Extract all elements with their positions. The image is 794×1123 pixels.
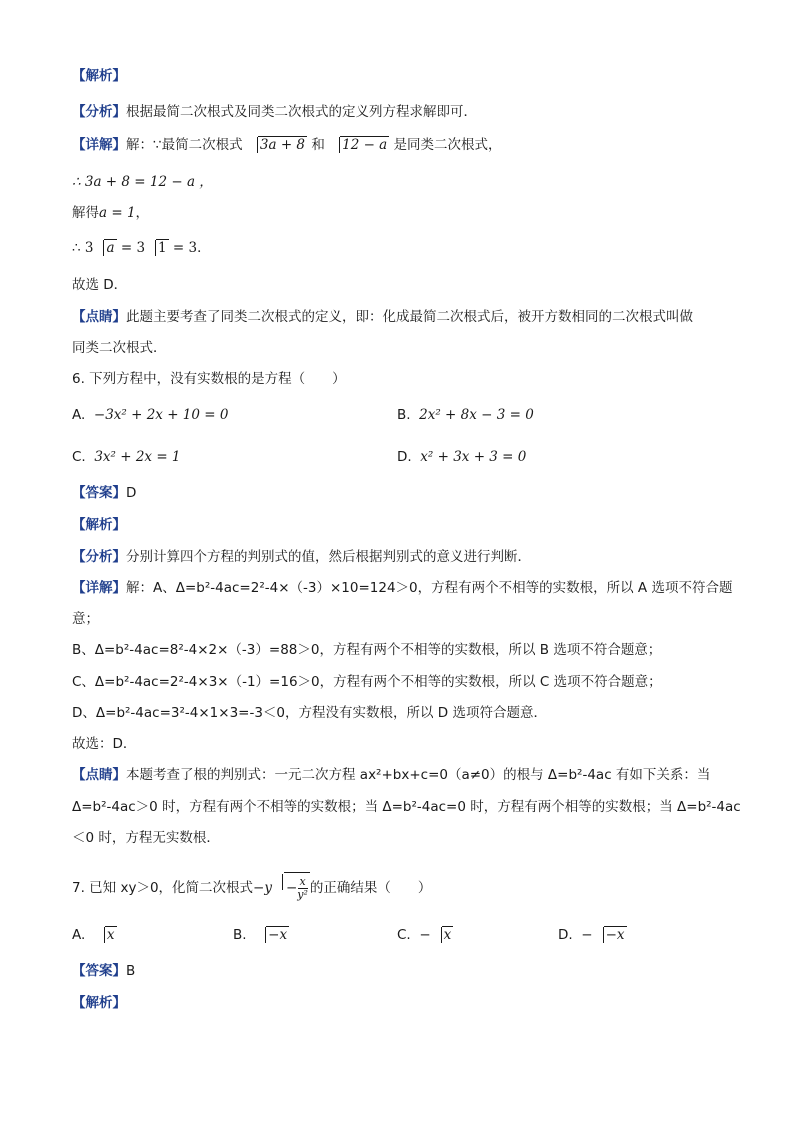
q6-xiangjie-line-2: 意；	[72, 611, 99, 627]
q7-option-a: A. x	[72, 927, 115, 943]
radical-3a-plus-8: 3a + 8	[249, 135, 307, 155]
q6-option-b: B. 2x² + 8x − 3 = 0	[397, 407, 534, 423]
step-result: ∴ 3 a = 3 1 = 3．	[72, 240, 211, 256]
q6-fenxi: 【分析】分别计算四个方程的判别式的值，然后根据判别式的意义进行判断．	[72, 549, 531, 565]
q6-line-b: B、Δ=b²-4ac=8²-4×2×（-3）=88＞0，方程有两个不相等的实数根，所以 B 选项不符合题意；	[72, 642, 662, 658]
fenxi-line: 【分析】根据最简二次根式及同类二次根式的定义列方程求解即可．	[72, 104, 477, 120]
q7-option-c: C. − x	[397, 927, 452, 943]
dianjing-line-1: 【点睛】此题主要考查了同类二次根式的定义，即：化成最简二次根式后，被开方数相同的二次根式叫做	[72, 309, 693, 325]
q7-option-d: D. − −x	[558, 927, 625, 943]
q6-dianjing-line-2: Δ=b²-4ac＞0 时，方程有两个不相等的实数根；当 Δ=b²-4ac=0 时，方程有两个相等的实数根；当 Δ=b²-4ac	[72, 799, 741, 815]
q7-answer: 【答案】B	[72, 963, 136, 979]
q6-line-c: C、Δ=b²-4ac=2²-4×3×（-1）=16＞0，方程有两个不相等的实数根，所以 C 选项不符合题意；	[72, 674, 662, 690]
q6-dianjing-line-1: 【点睛】本题考查了根的判别式：一元二次方程 ax²+bx+c=0（a≠0）的根与 Δ=b²-4ac 有如下关系：当	[72, 767, 711, 783]
q6-xiangjie-line-1: 【详解】解：A、Δ=b²-4ac=2²-4×（-3）×10=124＞0，方程有两个不相等的实数根，所以 A 选项不符合题	[72, 580, 733, 596]
q6-option-a: A. −3x² + 2x + 10 = 0	[72, 407, 229, 423]
q7-stem: 7. 已知 xy＞0，化简二次根式−y − $\frac{x}{\text{y²}}$ 的正确结果（ ）	[72, 872, 431, 903]
q6-choose: 故选：D．	[72, 736, 137, 752]
q6-option-d: D. x² + 3x + 3 = 0	[397, 449, 527, 465]
q6-option-c: C. 3x² + 2x = 1	[72, 449, 181, 465]
step-equation: ∴ 3a + 8 = 12 − a ，	[72, 174, 213, 190]
jiexi-heading: 【解析】	[72, 68, 126, 84]
dianjing-line-2: 同类二次根式．	[72, 340, 167, 356]
q6-stem: 6. 下列方程中，没有实数根的是方程（ ）	[72, 371, 346, 387]
q6-jiexi-heading: 【解析】	[72, 517, 126, 533]
step-solve: 解得a = 1，	[72, 205, 150, 221]
xiangjie-line: 【详解】解：∵最简二次根式 3a + 8 和 12 − a 是同类二次根式，	[72, 137, 502, 153]
radical-12-minus-a: 12 − a	[331, 135, 389, 155]
q6-dianjing-line-3: ＜0 时，方程无实数根．	[72, 830, 220, 846]
q7-option-b: B. −x	[233, 927, 288, 943]
q6-answer: 【答案】D	[72, 485, 137, 501]
choose-line: 故选 D．	[72, 277, 128, 293]
q6-line-d: D、Δ=b²-4ac=3²-4×1×3=-3＜0，方程没有实数根，所以 D 选项符合题意．	[72, 705, 547, 721]
q7-jiexi-heading: 【解析】	[72, 995, 126, 1011]
